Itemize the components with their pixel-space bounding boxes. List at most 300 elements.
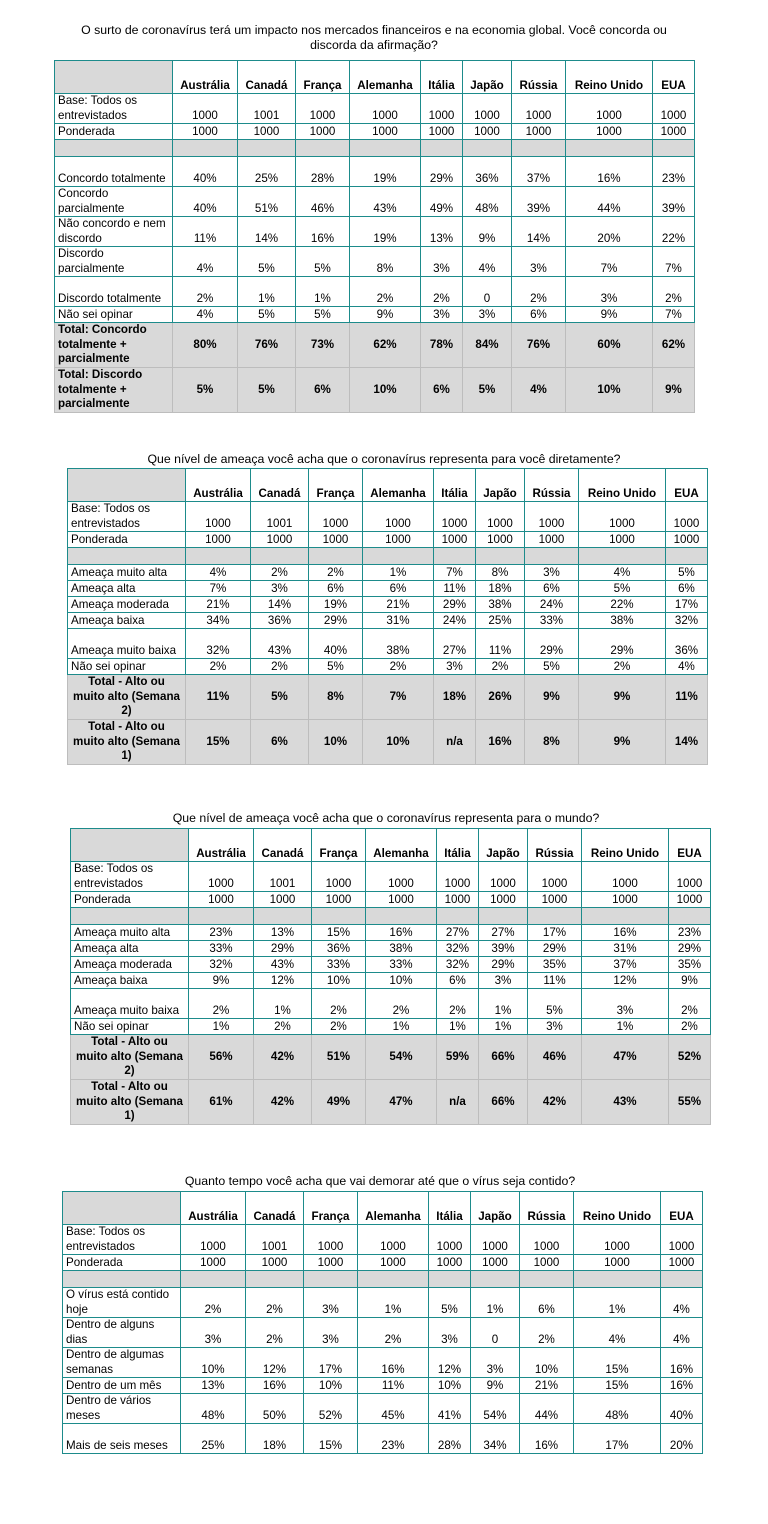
cell: 6% bbox=[512, 307, 566, 323]
cell: 1% bbox=[471, 1288, 520, 1318]
row-label: Ponderada bbox=[68, 532, 186, 548]
total-cell: 7% bbox=[363, 675, 434, 720]
spacer-cell bbox=[181, 1271, 246, 1288]
table-2-title: Que nível de ameaça você acha que o coronavírus representa para você diretamente? bbox=[147, 452, 621, 466]
total-cell: 47% bbox=[366, 1080, 437, 1125]
total-row bbox=[68, 675, 708, 720]
cell: 2% bbox=[312, 989, 366, 1019]
cell: 4% bbox=[173, 307, 238, 323]
cell: 5% bbox=[238, 247, 296, 277]
weighted-row bbox=[68, 532, 708, 548]
cell: 13% bbox=[254, 925, 312, 941]
total-cell: 9% bbox=[579, 720, 666, 765]
cell: 19% bbox=[309, 597, 363, 613]
cell: 13% bbox=[421, 217, 463, 247]
cell: 17% bbox=[304, 1348, 358, 1378]
cell: 11% bbox=[434, 581, 476, 597]
total-cell: 78% bbox=[421, 323, 463, 368]
cell: 44% bbox=[520, 1394, 574, 1424]
cell: 1000 bbox=[363, 532, 434, 548]
column-header: Canadá bbox=[246, 1192, 304, 1225]
cell: 1000 bbox=[479, 892, 528, 908]
cell: 4% bbox=[661, 1288, 703, 1318]
cell: 31% bbox=[363, 613, 434, 629]
cell: 1000 bbox=[476, 532, 525, 548]
cell: 36% bbox=[463, 157, 512, 187]
cell: 16% bbox=[366, 925, 437, 941]
cell: 2% bbox=[363, 659, 434, 675]
row-label: Dentro de vários meses bbox=[63, 1394, 181, 1424]
cell: 1000 bbox=[429, 1255, 471, 1271]
cell: 3% bbox=[582, 989, 669, 1019]
cell: 1% bbox=[479, 1019, 528, 1035]
cell: 1000 bbox=[366, 862, 437, 892]
cell: 1000 bbox=[479, 862, 528, 892]
cell: 33% bbox=[525, 613, 579, 629]
total-cell: 10% bbox=[309, 720, 363, 765]
cell: 33% bbox=[312, 957, 366, 973]
cell: 1000 bbox=[476, 502, 525, 532]
row-label: Base: Todos os entrevistados bbox=[68, 502, 186, 532]
cell: 2% bbox=[366, 989, 437, 1019]
cell: 51% bbox=[238, 187, 296, 217]
cell: 6% bbox=[525, 581, 579, 597]
spacer-cell bbox=[471, 1271, 520, 1288]
cell: 9% bbox=[350, 307, 421, 323]
cell: 29% bbox=[421, 157, 463, 187]
cell: 1000 bbox=[661, 1255, 703, 1271]
cell: 32% bbox=[186, 629, 251, 659]
table-row bbox=[68, 613, 708, 629]
spacer-cell bbox=[358, 1271, 429, 1288]
table-row bbox=[68, 565, 708, 581]
cell: 3% bbox=[512, 247, 566, 277]
total-cell: 61% bbox=[189, 1080, 254, 1125]
column-header: Itália bbox=[434, 469, 476, 502]
row-label: Ponderada bbox=[63, 1255, 181, 1271]
cell: 9% bbox=[189, 973, 254, 989]
spacer-cell bbox=[350, 140, 421, 157]
cell: 15% bbox=[574, 1378, 661, 1394]
cell: 1000 bbox=[186, 502, 251, 532]
cell: 29% bbox=[479, 957, 528, 973]
total-cell: 18% bbox=[434, 675, 476, 720]
total-label: Total: Concordo totalmente + parcialmente bbox=[55, 323, 173, 368]
cell: 46% bbox=[296, 187, 350, 217]
spacer-row bbox=[63, 1271, 703, 1288]
cell: 36% bbox=[312, 941, 366, 957]
column-header: Austrália bbox=[181, 1192, 246, 1225]
cell: 15% bbox=[304, 1424, 358, 1454]
cell: 11% bbox=[476, 629, 525, 659]
cell: 1001 bbox=[238, 94, 296, 124]
cell: 4% bbox=[574, 1318, 661, 1348]
total-cell: 66% bbox=[479, 1080, 528, 1125]
cell: 1% bbox=[189, 1019, 254, 1035]
row-label: Não concordo e nem discordo bbox=[55, 217, 173, 247]
cell: 11% bbox=[173, 217, 238, 247]
column-header: Reino Unido bbox=[566, 61, 653, 94]
cell: 29% bbox=[254, 941, 312, 957]
cell: 1000 bbox=[471, 1255, 520, 1271]
cell: 1000 bbox=[181, 1225, 246, 1255]
row-label: Ameaça baixa bbox=[68, 613, 186, 629]
table-1 bbox=[54, 60, 695, 413]
cell: 7% bbox=[186, 581, 251, 597]
cell: 1000 bbox=[434, 532, 476, 548]
cell: 1000 bbox=[471, 1225, 520, 1255]
cell: 1000 bbox=[421, 124, 463, 140]
total-cell: 15% bbox=[186, 720, 251, 765]
cell: 1000 bbox=[653, 124, 695, 140]
cell: 2% bbox=[186, 659, 251, 675]
table-row bbox=[71, 957, 711, 973]
cell: 1000 bbox=[296, 94, 350, 124]
spacer-cell bbox=[463, 140, 512, 157]
total-cell: 47% bbox=[582, 1035, 669, 1080]
cell: 23% bbox=[189, 925, 254, 941]
cell: 2% bbox=[512, 277, 566, 307]
table-row bbox=[63, 1288, 703, 1318]
cell: 1000 bbox=[582, 862, 669, 892]
cell: 2% bbox=[181, 1288, 246, 1318]
cell: 1000 bbox=[350, 94, 421, 124]
cell: 1000 bbox=[528, 892, 582, 908]
table-row bbox=[63, 1348, 703, 1378]
spacer-cell bbox=[312, 908, 366, 925]
cell: 24% bbox=[434, 613, 476, 629]
cell: 1000 bbox=[309, 502, 363, 532]
cell: 3% bbox=[566, 277, 653, 307]
table-row bbox=[55, 157, 695, 187]
cell: 1000 bbox=[238, 124, 296, 140]
header-row bbox=[71, 829, 711, 862]
cell: 25% bbox=[181, 1424, 246, 1454]
column-header: Alemanha bbox=[350, 61, 421, 94]
cell: 10% bbox=[366, 973, 437, 989]
cell: 7% bbox=[434, 565, 476, 581]
spacer-cell bbox=[525, 548, 579, 565]
cell: 29% bbox=[434, 597, 476, 613]
column-header: Reino Unido bbox=[579, 469, 666, 502]
cell: 33% bbox=[189, 941, 254, 957]
spacer-cell bbox=[528, 908, 582, 925]
cell: 4% bbox=[173, 247, 238, 277]
cell: 1000 bbox=[366, 892, 437, 908]
total-cell: 42% bbox=[254, 1080, 312, 1125]
row-label: O vírus está contido hoje bbox=[63, 1288, 181, 1318]
cell: 9% bbox=[566, 307, 653, 323]
cell: 1000 bbox=[512, 94, 566, 124]
cell: 38% bbox=[476, 597, 525, 613]
table-3 bbox=[70, 828, 711, 1125]
row-label: Não sei opinar bbox=[71, 1019, 189, 1035]
cell: 16% bbox=[582, 925, 669, 941]
cell: 2% bbox=[653, 277, 695, 307]
total-cell: 60% bbox=[566, 323, 653, 368]
base-row bbox=[63, 1225, 703, 1255]
cell: 5% bbox=[296, 307, 350, 323]
cell: 1000 bbox=[463, 94, 512, 124]
header-corner bbox=[71, 829, 189, 862]
column-header: Itália bbox=[429, 1192, 471, 1225]
cell: 23% bbox=[653, 157, 695, 187]
spacer-cell bbox=[582, 908, 669, 925]
cell: 6% bbox=[520, 1288, 574, 1318]
column-header: Alemanha bbox=[366, 829, 437, 862]
row-label: Ameaça alta bbox=[71, 941, 189, 957]
cell: 3% bbox=[434, 659, 476, 675]
cell: 10% bbox=[429, 1378, 471, 1394]
cell: 40% bbox=[173, 157, 238, 187]
cell: 28% bbox=[296, 157, 350, 187]
column-header: Itália bbox=[437, 829, 479, 862]
table-1-body bbox=[55, 61, 695, 413]
total-row bbox=[68, 720, 708, 765]
cell: 2% bbox=[246, 1288, 304, 1318]
cell: 1% bbox=[363, 565, 434, 581]
column-header: Reino Unido bbox=[574, 1192, 661, 1225]
row-label: Ameaça moderada bbox=[68, 597, 186, 613]
cell: 23% bbox=[358, 1424, 429, 1454]
cell: 14% bbox=[512, 217, 566, 247]
total-label: Total - Alto ou muito alto (Semana 1) bbox=[68, 720, 186, 765]
cell: 1% bbox=[366, 1019, 437, 1035]
total-cell: 76% bbox=[512, 323, 566, 368]
cell: 15% bbox=[312, 925, 366, 941]
row-label: Base: Todos os entrevistados bbox=[55, 94, 173, 124]
cell: 1% bbox=[582, 1019, 669, 1035]
spacer-cell bbox=[666, 548, 708, 565]
cell: 1000 bbox=[358, 1225, 429, 1255]
cell: 27% bbox=[479, 925, 528, 941]
cell: 17% bbox=[528, 925, 582, 941]
cell: 5% bbox=[309, 659, 363, 675]
table-4-body bbox=[63, 1192, 703, 1454]
cell: 25% bbox=[238, 157, 296, 187]
total-cell: 62% bbox=[653, 323, 695, 368]
spacer-cell bbox=[173, 140, 238, 157]
cell: 32% bbox=[189, 957, 254, 973]
spacer-cell bbox=[429, 1271, 471, 1288]
cell: 1% bbox=[296, 277, 350, 307]
spacer-cell bbox=[421, 140, 463, 157]
table-1-title: O surto de coronavírus terá um impacto nos mercados financeiros e na economia global. Você concorda ou discorda da afirmação? bbox=[81, 23, 667, 52]
cell: 1% bbox=[574, 1288, 661, 1318]
cell: 1000 bbox=[512, 124, 566, 140]
column-header: Austrália bbox=[173, 61, 238, 94]
cell: 29% bbox=[525, 629, 579, 659]
spacer-cell bbox=[186, 548, 251, 565]
spacer-cell bbox=[520, 1271, 574, 1288]
row-label: Base: Todos os entrevistados bbox=[63, 1225, 181, 1255]
total-cell: 6% bbox=[421, 368, 463, 413]
cell: 39% bbox=[512, 187, 566, 217]
total-cell: n/a bbox=[434, 720, 476, 765]
table-row bbox=[55, 307, 695, 323]
row-label: Discordo totalmente bbox=[55, 277, 173, 307]
cell: 34% bbox=[471, 1424, 520, 1454]
cell: 21% bbox=[520, 1378, 574, 1394]
cell: 10% bbox=[181, 1348, 246, 1378]
cell: 10% bbox=[312, 973, 366, 989]
total-cell: 4% bbox=[512, 368, 566, 413]
row-label: Ameaça moderada bbox=[71, 957, 189, 973]
cell: 40% bbox=[309, 629, 363, 659]
cell: 9% bbox=[471, 1378, 520, 1394]
cell: 0 bbox=[471, 1318, 520, 1348]
cell: 1000 bbox=[296, 124, 350, 140]
total-cell: 9% bbox=[525, 675, 579, 720]
cell: 43% bbox=[254, 957, 312, 973]
cell: 14% bbox=[251, 597, 309, 613]
cell: 2% bbox=[309, 565, 363, 581]
total-cell: 9% bbox=[579, 675, 666, 720]
total-label: Total - Alto ou muito alto (Semana 2) bbox=[71, 1035, 189, 1080]
cell: 40% bbox=[661, 1394, 703, 1424]
cell: 1% bbox=[437, 1019, 479, 1035]
cell: 1001 bbox=[254, 862, 312, 892]
cell: 20% bbox=[566, 217, 653, 247]
column-header: Japão bbox=[471, 1192, 520, 1225]
table-3-title: Que nível de ameaça você acha que o coronavírus representa para o mundo? bbox=[172, 811, 600, 825]
column-header: Austrália bbox=[186, 469, 251, 502]
cell: 1001 bbox=[251, 502, 309, 532]
cell: 1000 bbox=[312, 892, 366, 908]
total-cell: 49% bbox=[312, 1080, 366, 1125]
column-header: França bbox=[296, 61, 350, 94]
table-4 bbox=[62, 1191, 703, 1454]
cell: 32% bbox=[437, 941, 479, 957]
column-header: Japão bbox=[479, 829, 528, 862]
row-label: Concordo totalmente bbox=[55, 157, 173, 187]
header-row bbox=[68, 469, 708, 502]
cell: 1000 bbox=[653, 94, 695, 124]
cell: 3% bbox=[421, 307, 463, 323]
cell: 1000 bbox=[309, 532, 363, 548]
cell: 3% bbox=[525, 565, 579, 581]
cell: 48% bbox=[181, 1394, 246, 1424]
cell: 2% bbox=[312, 1019, 366, 1035]
cell: 36% bbox=[666, 629, 708, 659]
cell: 13% bbox=[181, 1378, 246, 1394]
total-cell: 80% bbox=[173, 323, 238, 368]
total-cell: 51% bbox=[312, 1035, 366, 1080]
spacer-cell bbox=[479, 908, 528, 925]
cell: 1000 bbox=[358, 1255, 429, 1271]
cell: 39% bbox=[653, 187, 695, 217]
spacer-cell bbox=[661, 1271, 703, 1288]
cell: 35% bbox=[669, 957, 711, 973]
spacer-cell bbox=[309, 548, 363, 565]
total-cell: 59% bbox=[437, 1035, 479, 1080]
cell: 12% bbox=[246, 1348, 304, 1378]
spacer-cell bbox=[55, 140, 173, 157]
cell: 1000 bbox=[574, 1255, 661, 1271]
total-cell: 5% bbox=[173, 368, 238, 413]
cell: 16% bbox=[566, 157, 653, 187]
total-cell: 73% bbox=[296, 323, 350, 368]
cell: 1% bbox=[358, 1288, 429, 1318]
cell: 52% bbox=[304, 1394, 358, 1424]
column-header: França bbox=[304, 1192, 358, 1225]
cell: 5% bbox=[238, 307, 296, 323]
spacer-cell bbox=[366, 908, 437, 925]
table-row bbox=[68, 597, 708, 613]
cell: 15% bbox=[574, 1348, 661, 1378]
row-label: Dentro de um mês bbox=[63, 1378, 181, 1394]
total-cell: 14% bbox=[666, 720, 708, 765]
spacer-cell bbox=[304, 1271, 358, 1288]
cell: 16% bbox=[296, 217, 350, 247]
spacer-cell bbox=[189, 908, 254, 925]
cell: 45% bbox=[358, 1394, 429, 1424]
cell: 3% bbox=[304, 1318, 358, 1348]
cell: 2% bbox=[669, 1019, 711, 1035]
cell: 1000 bbox=[434, 502, 476, 532]
cell: 34% bbox=[186, 613, 251, 629]
cell: 16% bbox=[520, 1424, 574, 1454]
total-cell: 66% bbox=[479, 1035, 528, 1080]
cell: 3% bbox=[463, 307, 512, 323]
cell: 4% bbox=[579, 565, 666, 581]
cell: 39% bbox=[479, 941, 528, 957]
cell: 1000 bbox=[579, 532, 666, 548]
column-header: Japão bbox=[463, 61, 512, 94]
cell: 1000 bbox=[566, 124, 653, 140]
spacer-cell bbox=[68, 548, 186, 565]
column-header: Rússia bbox=[528, 829, 582, 862]
cell: 37% bbox=[512, 157, 566, 187]
cell: 1001 bbox=[246, 1225, 304, 1255]
cell: 3% bbox=[479, 973, 528, 989]
cell: 29% bbox=[579, 629, 666, 659]
spacer-cell bbox=[512, 140, 566, 157]
cell: 1000 bbox=[181, 1255, 246, 1271]
cell: 8% bbox=[476, 565, 525, 581]
cell: 16% bbox=[661, 1348, 703, 1378]
cell: 2% bbox=[246, 1318, 304, 1348]
cell: 1000 bbox=[666, 502, 708, 532]
row-label: Discordo parcialmente bbox=[55, 247, 173, 277]
total-cell: 46% bbox=[528, 1035, 582, 1080]
cell: 1000 bbox=[669, 892, 711, 908]
cell: 11% bbox=[358, 1378, 429, 1394]
table-row bbox=[68, 659, 708, 675]
cell: 1000 bbox=[669, 862, 711, 892]
row-label: Ameaça muito baixa bbox=[68, 629, 186, 659]
cell: 8% bbox=[350, 247, 421, 277]
cell: 9% bbox=[463, 217, 512, 247]
cell: 1000 bbox=[661, 1225, 703, 1255]
table-row bbox=[55, 217, 695, 247]
cell: 4% bbox=[186, 565, 251, 581]
row-label: Ameaça muito alta bbox=[68, 565, 186, 581]
total-cell: 76% bbox=[238, 323, 296, 368]
spacer-cell bbox=[63, 1271, 181, 1288]
row-label: Não sei opinar bbox=[68, 659, 186, 675]
weighted-row bbox=[63, 1255, 703, 1271]
cell: 44% bbox=[566, 187, 653, 217]
cell: 48% bbox=[574, 1394, 661, 1424]
table-row bbox=[71, 925, 711, 941]
table-2 bbox=[67, 468, 708, 765]
cell: 11% bbox=[528, 973, 582, 989]
total-cell: 52% bbox=[669, 1035, 711, 1080]
total-cell: 11% bbox=[186, 675, 251, 720]
row-label: Ameaça baixa bbox=[71, 973, 189, 989]
column-header: França bbox=[312, 829, 366, 862]
